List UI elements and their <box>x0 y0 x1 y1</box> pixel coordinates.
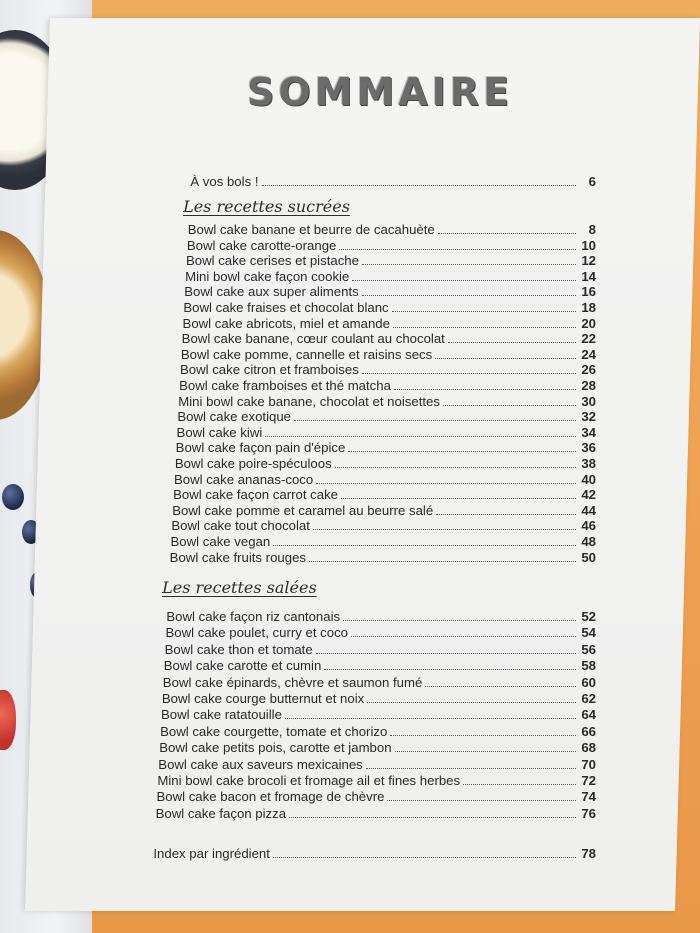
toc-entry <box>181 347 596 362</box>
dot-leader <box>289 816 576 818</box>
toc-entry <box>162 691 596 706</box>
page-number: 50 <box>581 549 596 565</box>
toc-entry <box>159 740 596 755</box>
page-number: 60 <box>581 674 596 690</box>
page-number: 24 <box>581 346 596 362</box>
dot-leader <box>390 734 576 736</box>
toc-entry <box>165 642 596 657</box>
dot-leader <box>463 783 576 785</box>
page-number: 64 <box>581 707 596 723</box>
page-number: 26 <box>581 362 596 378</box>
entry-title: Bowl cake façon carrot cake <box>173 487 339 503</box>
dot-leader <box>448 341 576 343</box>
dot-leader <box>362 294 576 296</box>
page-number: 52 <box>581 609 596 624</box>
toc-entry <box>183 316 596 331</box>
toc-entry <box>166 609 596 624</box>
toc-entry <box>164 658 596 673</box>
toc-entry <box>187 238 596 253</box>
toc-entry <box>177 409 596 424</box>
dot-leader <box>294 419 576 421</box>
dot-leader <box>352 279 576 281</box>
entry-title: Bowl cake framboises et thé matcha <box>179 378 391 393</box>
entry-title: Mini bowl cake banane, chocolat et noisettes <box>178 393 440 409</box>
page-number: 48 <box>581 534 596 549</box>
page-number: 54 <box>581 625 596 641</box>
page-number: 20 <box>581 315 596 331</box>
dot-leader <box>394 388 576 390</box>
page-number: 62 <box>581 691 596 706</box>
toc-entry-intro <box>190 174 596 189</box>
page-number: 78 <box>581 846 596 861</box>
entry-title: Bowl cake fruits rouges <box>169 549 307 565</box>
page-number: 6 <box>588 174 596 189</box>
dot-leader <box>262 184 576 186</box>
dot-leader <box>443 404 576 406</box>
toc-entry <box>157 773 596 788</box>
toc-entry <box>156 789 596 804</box>
page-number: 32 <box>581 409 596 425</box>
page-number: 66 <box>581 723 596 739</box>
page-number: 74 <box>581 789 596 805</box>
page-number: 68 <box>581 740 596 756</box>
page-number: 18 <box>581 300 596 315</box>
entry-title: Bowl cake petits pois, carotte et jambon <box>159 740 392 756</box>
entry-title: Bowl cake abricots, miel et amande <box>182 315 390 331</box>
entry-title: Bowl cake banane, cœur coulant au chocolat <box>181 331 445 347</box>
page-number: 40 <box>581 471 596 487</box>
dot-leader <box>348 450 576 452</box>
entry-title: Bowl cake thon et tomate <box>164 641 313 657</box>
entry-title: Bowl cake épinards, chèvre et saumon fumé <box>162 674 423 690</box>
toc-entry <box>166 625 596 640</box>
page-number: 36 <box>581 440 596 456</box>
toc-entry <box>170 550 596 565</box>
toc-entry <box>180 362 596 377</box>
page-number: 16 <box>581 284 596 300</box>
dot-leader <box>335 466 576 468</box>
toc-entry <box>175 456 596 471</box>
entry-title: Bowl cake ananas-coco <box>173 471 314 487</box>
dot-leader <box>285 717 576 719</box>
entry-title: À vos bols ! <box>190 174 259 189</box>
toc-entry <box>179 378 596 393</box>
dot-leader <box>324 668 576 670</box>
entry-title: Mini bowl cake brocoli et fromage ail et fines herbes <box>157 773 461 788</box>
page-number: 30 <box>581 393 596 409</box>
entry-title: Bowl cake courge butternut et noix <box>161 691 365 706</box>
dot-leader <box>387 799 576 801</box>
dot-leader <box>395 750 576 752</box>
section-heading: Les recettes sucrées <box>183 197 350 216</box>
toc-entry <box>178 394 596 409</box>
page-number: 72 <box>581 773 596 788</box>
entry-title: Bowl cake kiwi <box>176 424 263 440</box>
entry-title: Mini bowl cake façon cookie <box>185 268 350 284</box>
entry-title: Bowl cake courgette, tomate et chorizo <box>160 723 388 739</box>
toc-entry <box>160 724 596 739</box>
entry-title: Bowl cake aux saveurs mexicaines <box>158 756 363 772</box>
toc-entry <box>186 253 596 268</box>
page-number: 12 <box>581 253 596 269</box>
entry-title: Bowl cake banane et beurre de cacahuète <box>187 222 435 237</box>
entry-title: Bowl cake vegan <box>170 534 271 549</box>
page-number: 56 <box>581 641 596 657</box>
entry-title: Bowl cake exotique <box>177 409 292 425</box>
dot-leader <box>436 513 576 515</box>
dot-leader <box>362 372 576 374</box>
page-number: 42 <box>581 487 596 503</box>
page-number: 10 <box>581 237 596 253</box>
dot-leader <box>339 248 576 250</box>
entry-title: Bowl cake fraises et chocolat blanc <box>183 300 389 315</box>
dot-leader <box>313 528 576 530</box>
toc-entry <box>174 472 596 487</box>
toc-entry <box>184 284 596 299</box>
dot-leader <box>393 326 576 328</box>
dot-leader <box>309 560 576 562</box>
toc-entry <box>171 534 596 549</box>
dot-leader <box>341 497 576 499</box>
toc-entry-index <box>153 846 596 861</box>
entry-title: Bowl cake façon pain d'épice <box>175 440 346 456</box>
entry-title: Bowl cake façon riz cantonais <box>166 609 341 624</box>
dot-leader <box>343 619 576 621</box>
entry-title: Bowl cake citron et framboises <box>179 362 359 378</box>
dot-leader <box>366 767 576 769</box>
dot-leader <box>351 635 576 637</box>
entry-title: Bowl cake tout chocolat <box>171 518 310 534</box>
dot-leader <box>425 685 576 687</box>
dot-leader <box>273 856 576 858</box>
toc-entry <box>188 222 596 237</box>
toc-entry <box>185 269 596 284</box>
dot-leader <box>435 357 576 359</box>
page-number: 8 <box>588 222 596 237</box>
entry-title: Bowl cake bacon et fromage de chèvre <box>156 789 385 805</box>
toc-entry <box>172 503 596 518</box>
page-title: SOMMAIRE <box>246 70 514 114</box>
toc-entry <box>163 675 596 690</box>
page-number: 38 <box>581 456 596 471</box>
toc-entry <box>177 425 596 440</box>
entry-title: Bowl cake ratatouille <box>160 707 282 723</box>
entry-title: Bowl cake cerises et pistache <box>185 253 359 269</box>
toc-entry <box>183 300 596 315</box>
entry-title: Bowl cake aux super aliments <box>184 284 359 300</box>
page-number: 28 <box>581 378 596 393</box>
dot-leader <box>367 701 576 703</box>
page-number: 44 <box>581 502 596 518</box>
entry-title: Bowl cake poulet, curry et coco <box>165 625 349 641</box>
dot-leader <box>316 652 576 654</box>
toc-entry <box>182 331 596 346</box>
entry-title: Bowl cake carotte et cumin <box>163 658 322 674</box>
toc-entry <box>176 440 596 455</box>
dot-leader <box>316 482 576 484</box>
toc-entry <box>156 806 596 821</box>
toc-entry <box>173 487 596 502</box>
page-number: 34 <box>581 424 596 440</box>
dot-leader <box>392 310 576 312</box>
page-number: 58 <box>581 658 596 674</box>
dot-leader <box>438 232 576 234</box>
dot-leader <box>265 435 576 437</box>
entry-title: Bowl cake pomme et caramel au beurre salé <box>172 502 434 518</box>
page-number: 70 <box>581 756 596 772</box>
page-number: 22 <box>581 331 596 347</box>
section-heading: Les recettes salées <box>162 578 317 597</box>
entry-title: Bowl cake façon pizza <box>155 805 287 821</box>
toc-entry <box>171 518 596 533</box>
page-number: 76 <box>581 805 596 821</box>
page-number: 14 <box>581 268 596 284</box>
page-number: 46 <box>581 518 596 534</box>
entry-title: Bowl cake carotte-orange <box>186 237 337 253</box>
toc-entry <box>161 707 596 722</box>
entry-title: Bowl cake poire-spéculoos <box>174 456 332 471</box>
dot-leader <box>273 544 576 546</box>
toc-entry <box>158 757 596 772</box>
dot-leader <box>362 263 576 265</box>
entry-title: Bowl cake pomme, cannelle et raisins secs <box>180 346 433 362</box>
entry-title: Index par ingrédient <box>153 846 270 861</box>
